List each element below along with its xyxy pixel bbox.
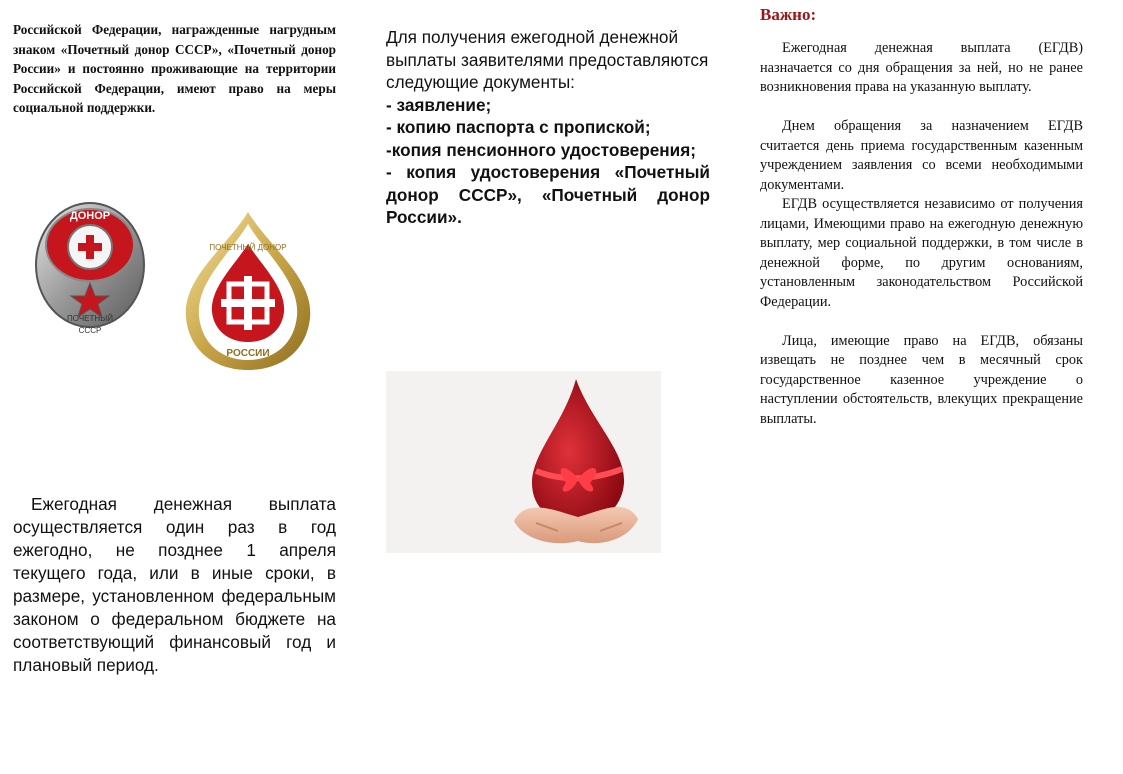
documents-heading: Для получения ежегодной денежной выплаты заявителями предоставляются следующие документы: [386,27,709,92]
payment-schedule-text: Ежегодная денежная выплата осуществляется один раз в год ежегодно, не позднее 1 апреля текущего года, или в иные сроки, в размере, установленном федеральным законом о федеральном бюджете на соответствующий финансовый год и плановый период. [13,494,336,675]
document-item-passport: - копию паспорта с пропиской; [386,117,651,137]
ussr-badge-top-text: ДОНОР [69,210,111,222]
document-item-application: - заявление; [386,94,492,115]
document-item-pension: -копия пенсионного удостоверения; [386,139,696,160]
russia-donor-badge-image [178,208,318,373]
important-title: Важно: [760,5,817,24]
blood-drop-in-hands-image [386,371,661,553]
documents-section [386,26,710,229]
intro-text: Российской Федерации, награжденные нагрудным знаком «Почетный донор СССР», «Почетный донор России» и постоянно проживающие на территории Российской Федерации, имеют право на меры социальной поддержки. [13,22,336,115]
important-paragraph-independence: ЕГДВ осуществляется независимо от получения лицами, Имеющими право на ежегодную денежную выплату, мер социальной поддержки, в том числе в денежной форме, по другим основаниям, установленным законодательством Российской Федерации. [760,196,1083,310]
ussr-donor-badge-image [28,195,158,345]
important-paragraph-application-day: Днем обращения за назначением ЕГДВ считается день приема государственным казенным учреждением заявления со всеми необходимыми документами. [760,118,1083,193]
important-paragraph-start-date: Ежегодная денежная выплата (ЕГДВ) назначается со дня обращения за ней, но не ранее возникновения права на указанную выплату. [760,40,1083,95]
russia-badge-bottom-text: РОССИИ [226,348,270,359]
ussr-badge-side-text: СССР [78,326,102,335]
important-paragraph-notification: Лица, имеющие право на ЕГДВ, обязаны извещать не позднее чем в месячный срок государственное казенное учреждение о наступлении обстоятельств, влекущих прекращение выплаты. [760,332,1083,427]
russia-badge-top-text: ПОЧЕТНЫЙ ДОНОР [209,243,287,252]
ussr-badge-bottom-text: ПОЧЕТНЫЙ [67,314,113,323]
donor-badges [28,190,338,390]
document-item-donor-certificate: - копия удостоверения «Почетный донор СССР», «Почетный донор России». [386,162,710,227]
important-section [760,5,1083,429]
